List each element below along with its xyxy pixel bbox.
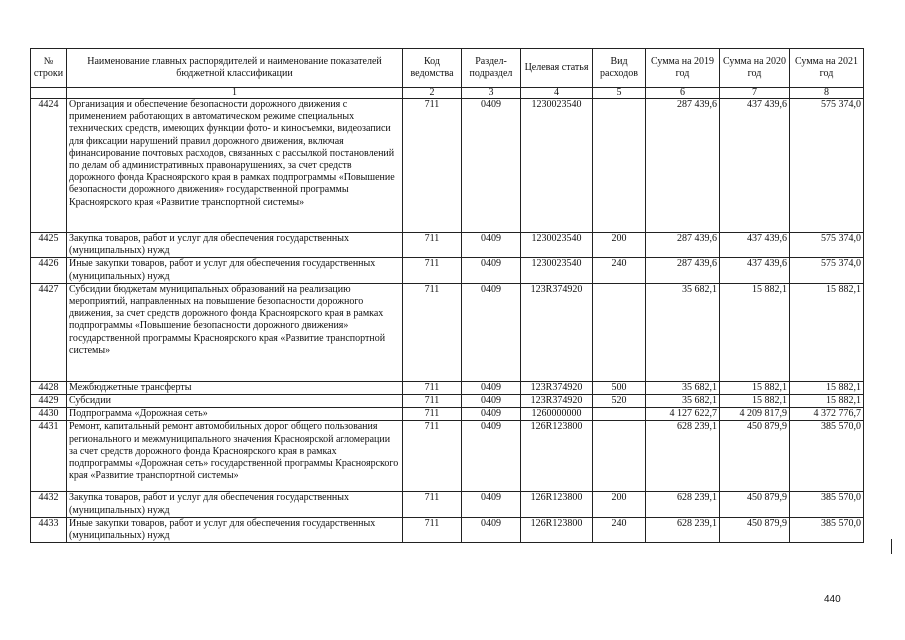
row-line-number: 4433: [31, 517, 67, 542]
row-line-number: 4424: [31, 99, 67, 233]
table-row: [31, 381, 864, 394]
row-sum-2021: 385 570,0: [790, 421, 864, 492]
row-section: 0409: [462, 233, 521, 258]
row-name: Субсидии бюджетам муниципальных образований на реализацию мероприятий, направленных на повышение безопасности дорожного движения, за счет средств дорожного фонда Красноярского края в рамках подпрограммы «Повышение безопасности дорожного движения» государственной программы Красноярского края «Развитие транспортной системы»: [67, 283, 403, 381]
table-row: [31, 283, 864, 381]
row-name: Иные закупки товаров, работ и услуг для обеспечения государственных (муниципальных) нужд: [67, 517, 403, 542]
column-number: 8: [790, 88, 864, 99]
row-sum-2021: 4 372 776,7: [790, 408, 864, 421]
row-sum-2020: 450 879,9: [720, 492, 790, 517]
row-sum-2021: 385 570,0: [790, 517, 864, 542]
row-target-article: 1230023540: [521, 233, 593, 258]
row-section: 0409: [462, 492, 521, 517]
column-number: 2: [403, 88, 462, 99]
row-sum-2020: 437 439,6: [720, 233, 790, 258]
row-sum-2019: 628 239,1: [646, 421, 720, 492]
table-row: [31, 99, 864, 233]
row-line-number: 4427: [31, 283, 67, 381]
column-number: 6: [646, 88, 720, 99]
row-sum-2021: 15 882,1: [790, 381, 864, 394]
row-line-number: 4429: [31, 395, 67, 408]
row-dept-code: 711: [403, 395, 462, 408]
table-row: [31, 258, 864, 283]
header-section: Раздел-подраздел: [462, 49, 521, 88]
column-number: 1: [67, 88, 403, 99]
row-expense-type: 520: [593, 395, 646, 408]
row-sum-2019: 628 239,1: [646, 517, 720, 542]
row-section: 0409: [462, 395, 521, 408]
row-section: 0409: [462, 421, 521, 492]
header-expense-type: Вид расходов: [593, 49, 646, 88]
row-sum-2019: 35 682,1: [646, 395, 720, 408]
table-row: [31, 408, 864, 421]
row-name: Иные закупки товаров, работ и услуг для обеспечения государственных (муниципальных) нужд: [67, 258, 403, 283]
header-name: Наименование главных распорядителей и наименование показателей бюджетной классификации: [67, 49, 403, 88]
row-section: 0409: [462, 381, 521, 394]
row-target-article: 1260000000: [521, 408, 593, 421]
row-line-number: 4432: [31, 492, 67, 517]
row-name: Закупка товаров, работ и услуг для обеспечения государственных (муниципальных) нужд: [67, 492, 403, 517]
table-row: [31, 492, 864, 517]
budget-table: [30, 48, 864, 543]
row-sum-2019: 35 682,1: [646, 381, 720, 394]
row-sum-2020: 15 882,1: [720, 283, 790, 381]
row-expense-type: 200: [593, 492, 646, 517]
row-target-article: 1230023540: [521, 258, 593, 283]
row-expense-type: 240: [593, 517, 646, 542]
row-target-article: 126R123800: [521, 492, 593, 517]
row-dept-code: 711: [403, 381, 462, 394]
row-dept-code: 711: [403, 283, 462, 381]
row-name: Субсидии: [67, 395, 403, 408]
row-sum-2019: 4 127 622,7: [646, 408, 720, 421]
row-name: Организация и обеспечение безопасности дорожного движения с применением работающих в автоматическом режиме специальных технических средств, имеющих функции фото- и киносъемки, видеозаписи для фиксации нарушений правил дорожного движения, включая финансирование почтовых расходов, связанных с рассылкой постановлений по делам об административных правонарушениях, за счет средств дорожного фонда Красноярского края в рамках подпрограммы «Повышение безопасности дорожного движения» государственной программы Красноярского края «Развитие транспортной системы»: [67, 99, 403, 233]
row-sum-2019: 287 439,6: [646, 99, 720, 233]
row-target-article: 123R374920: [521, 283, 593, 381]
row-target-article: 126R123800: [521, 421, 593, 492]
table-row: [31, 395, 864, 408]
row-expense-type: 500: [593, 381, 646, 394]
row-line-number: 4428: [31, 381, 67, 394]
row-line-number: 4431: [31, 421, 67, 492]
table-row: [31, 421, 864, 492]
row-target-article: 123R374920: [521, 395, 593, 408]
row-dept-code: 711: [403, 492, 462, 517]
row-dept-code: 711: [403, 258, 462, 283]
page-number: 440: [824, 594, 841, 605]
row-line-number: 4426: [31, 258, 67, 283]
row-expense-type: 240: [593, 258, 646, 283]
row-sum-2020: 450 879,9: [720, 517, 790, 542]
row-sum-2019: 287 439,6: [646, 258, 720, 283]
header-target-article: Целевая статья: [521, 49, 593, 88]
row-name: Закупка товаров, работ и услуг для обеспечения государственных (муниципальных) нужд: [67, 233, 403, 258]
row-name: Ремонт, капитальный ремонт автомобильных дорог общего пользования регионального и межмуниципального значения Красноярской агломерации за счет средств дорожного фонда Красноярского края в рамках подпрограммы «Дорожная сеть» государственной программы Красноярского края «Развитие транспортной системы»: [67, 421, 403, 492]
row-sum-2020: 437 439,6: [720, 258, 790, 283]
row-sum-2020: 15 882,1: [720, 395, 790, 408]
row-dept-code: 711: [403, 233, 462, 258]
row-target-article: 1230023540: [521, 99, 593, 233]
row-expense-type: [593, 99, 646, 233]
column-number: [31, 88, 67, 99]
row-section: 0409: [462, 517, 521, 542]
column-number: 3: [462, 88, 521, 99]
header-row: [31, 49, 864, 88]
row-target-article: 126R123800: [521, 517, 593, 542]
row-dept-code: 711: [403, 99, 462, 233]
row-dept-code: 711: [403, 421, 462, 492]
column-number: 7: [720, 88, 790, 99]
row-sum-2021: 575 374,0: [790, 233, 864, 258]
header-sum-2020: Сумма на 2020 год: [720, 49, 790, 88]
row-sum-2019: 287 439,6: [646, 233, 720, 258]
row-section: 0409: [462, 283, 521, 381]
row-section: 0409: [462, 99, 521, 233]
header-line-number: № строки: [31, 49, 67, 88]
row-sum-2019: 628 239,1: [646, 492, 720, 517]
row-expense-type: [593, 421, 646, 492]
row-name: Межбюджетные трансферты: [67, 381, 403, 394]
row-sum-2021: 385 570,0: [790, 492, 864, 517]
row-sum-2020: 4 209 817,9: [720, 408, 790, 421]
row-dept-code: 711: [403, 408, 462, 421]
row-expense-type: 200: [593, 233, 646, 258]
row-dept-code: 711: [403, 517, 462, 542]
row-sum-2021: 575 374,0: [790, 258, 864, 283]
header-dept-code: Код ведомства: [403, 49, 462, 88]
row-sum-2020: 437 439,6: [720, 99, 790, 233]
row-section: 0409: [462, 408, 521, 421]
margin-mark: [891, 539, 892, 554]
row-name: Подпрограмма «Дорожная сеть»: [67, 408, 403, 421]
row-section: 0409: [462, 258, 521, 283]
row-expense-type: [593, 283, 646, 381]
table-row: [31, 517, 864, 542]
row-sum-2020: 450 879,9: [720, 421, 790, 492]
row-sum-2021: 575 374,0: [790, 99, 864, 233]
row-target-article: 123R374920: [521, 381, 593, 394]
column-number: 5: [593, 88, 646, 99]
column-number: 4: [521, 88, 593, 99]
column-number-row: [31, 88, 864, 99]
row-sum-2021: 15 882,1: [790, 395, 864, 408]
row-expense-type: [593, 408, 646, 421]
row-sum-2021: 15 882,1: [790, 283, 864, 381]
header-sum-2019: Сумма на 2019 год: [646, 49, 720, 88]
row-line-number: 4425: [31, 233, 67, 258]
header-sum-2021: Сумма на 2021 год: [790, 49, 864, 88]
row-line-number: 4430: [31, 408, 67, 421]
table-row: [31, 233, 864, 258]
row-sum-2020: 15 882,1: [720, 381, 790, 394]
row-sum-2019: 35 682,1: [646, 283, 720, 381]
